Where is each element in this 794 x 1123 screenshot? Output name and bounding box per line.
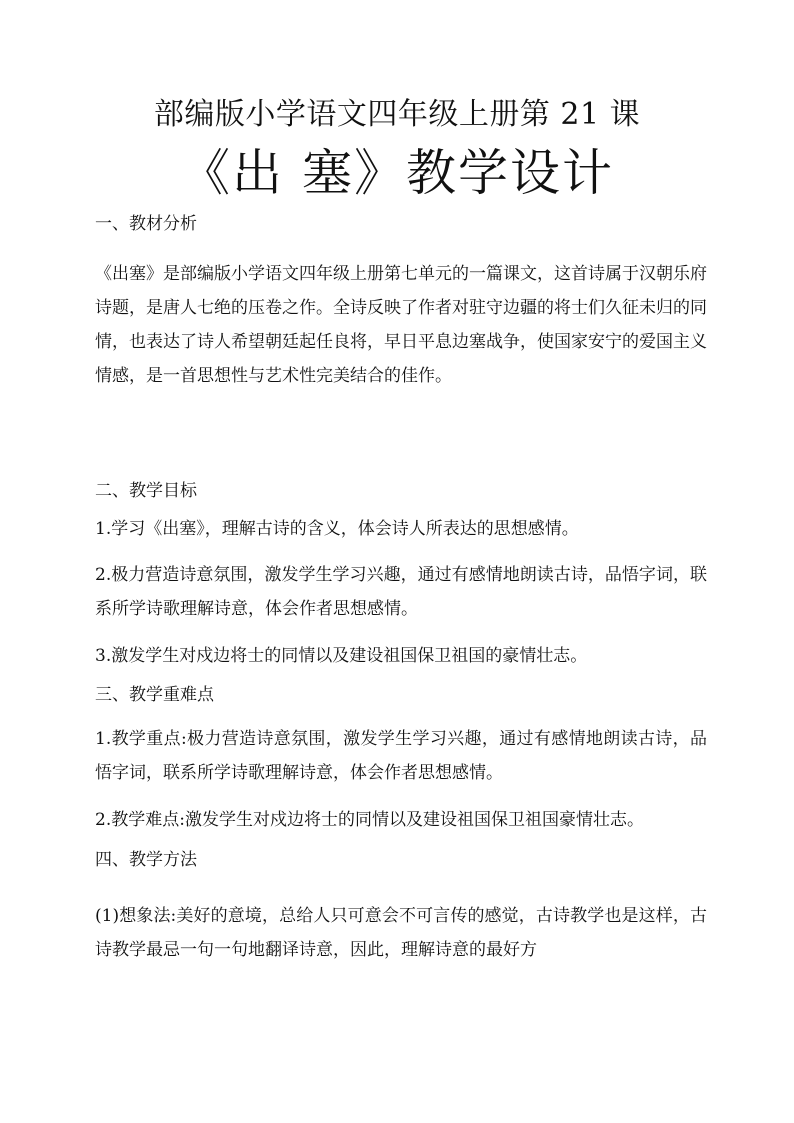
key-point-item-1: 1.教学重点:极力营造诗意氛围，激发学生学习兴趣，通过有感情地朗读古诗，品悟字词，联系所学诗歌理解诗意，体会作者思想感情。: [95, 729, 707, 783]
document-subtitle: 部编版小学语文四年级上册第 21 课: [153, 97, 641, 132]
goal-item-1: 1.学习《出塞》，理解古诗的含义，体会诗人所表达的思想感情。: [95, 519, 579, 539]
section-heading-key-points: 三、教学重难点: [95, 685, 214, 705]
method-item-1: (1)想象法:美好的意境，总给人只可意会不可言传的感觉，古诗教学也是这样，古诗教学最忌一句一句地翻译诗意，因此，理解诗意的最好方: [95, 906, 707, 960]
goal-item-2: 2.极力营造诗意氛围，激发学生学习兴趣，通过有感情地朗读古诗，品悟字词，联系所学诗歌理解诗意，体会作者思想感情。: [95, 565, 707, 619]
section-heading-methods: 四、教学方法: [95, 850, 197, 870]
key-point-item-2: 2.教学难点:激发学生对戍边将士的同情以及建设祖国保卫祖国豪情壮志。: [95, 810, 644, 830]
document-title: 《出 塞》教学设计: [180, 144, 614, 202]
section-heading-analysis: 一、教材分析: [95, 214, 197, 234]
goal-item-3: 3.激发学生对戍边将士的同情以及建设祖国保卫祖国的豪情壮志。: [95, 646, 588, 666]
section-heading-goals: 二、教学目标: [95, 481, 197, 501]
analysis-paragraph: 《出塞》是部编版小学语文四年级上册第七单元的一篇课文，这首诗属于汉朝乐府诗题，是唐人七绝的压卷之作。全诗反映了作者对驻守边疆的将士们久征未归的同情，也表达了诗人希望朝廷起任良将，早日平息边塞战争，使国家安宁的爱国主义情感，是一首思想性与艺术性完美结合的佳作。: [95, 264, 707, 386]
